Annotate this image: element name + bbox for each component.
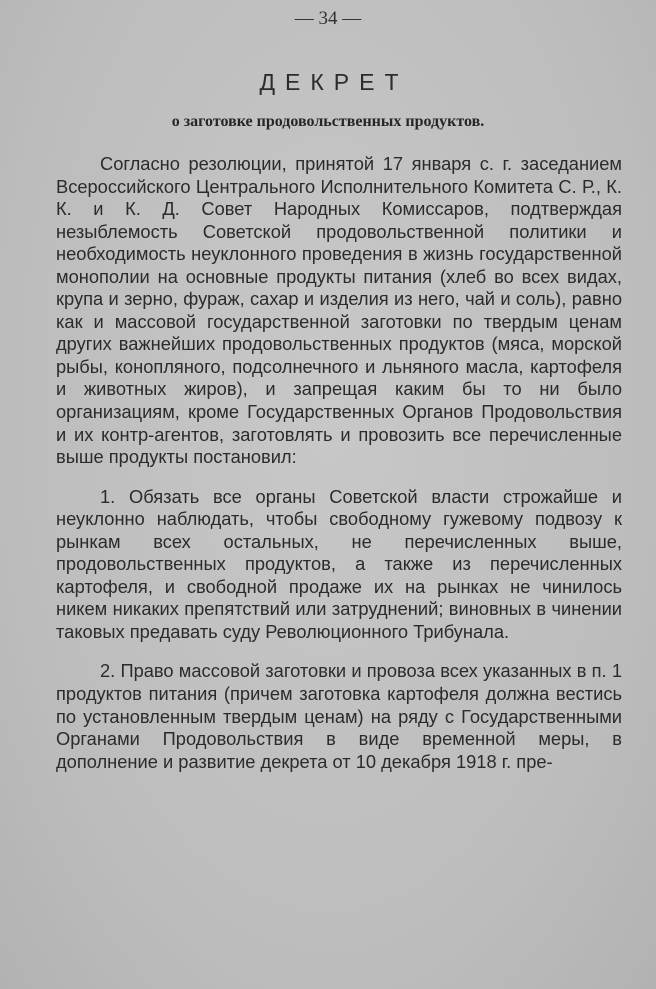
decree-body	[56, 153, 622, 773]
decree-subtitle: о заготовке продовольственных продуктов.	[171, 113, 485, 130]
paragraph-clause-1: 1. Обязать все органы Советской власти строжайше и неуклонно наблюдать, чтобы свободному гужевому подвозу к рынкам всех остальных, не перечисленных выше, продовольственных продуктов, а также из перечисленных картофеля, и свободной продаже их на рынках не чинилось никем никаких препятствий или затруднений; виновных в чинении таковых предавать суду Революционного Трибунала.	[56, 485, 622, 642]
paragraph-clause-2: 2. Право массовой заготовки и провоза всех указанных в п. 1 продуктов питания (причем заготовка картофеля должна вестись по установленным твердым ценам) на ряду с Государственными Органами Продовольствия в виде временной меры, в дополнение и развитие декрета от 10 декабря 1918 г. пре-	[56, 660, 622, 772]
paragraph-preamble: Согласно резолюции, принятой 17 января с. г. заседанием Всероссийского Центрального Исполнительного Комитета С. Р., К. К. и К. Д. Совет Народных Комиссаров, подтверждая незыблемость Советской продовольственной политики и необходимость неуклонного проведения в жизнь государственной монополии на основные продукты питания (хлеб во всех видах, крупа и зерно, фураж, сахар и изделия из него, чай и соль), равно как и массовой государственной заготовки по твердым ценам других важнейших продовольственных продуктов (мяса, морской рыбы, конопляного, подсолнечного и льняного масла, картофеля и животных жиров), и запрещая каким бы то ни было организациям, кроме Государственных Органов Продовольствия и их контр-агентов, заготовлять и провозить все перечисленные выше продукты постановил:	[56, 153, 622, 468]
decree-title: ДЕКРЕТ	[259, 69, 409, 95]
page-number: — 34 —	[294, 8, 362, 29]
